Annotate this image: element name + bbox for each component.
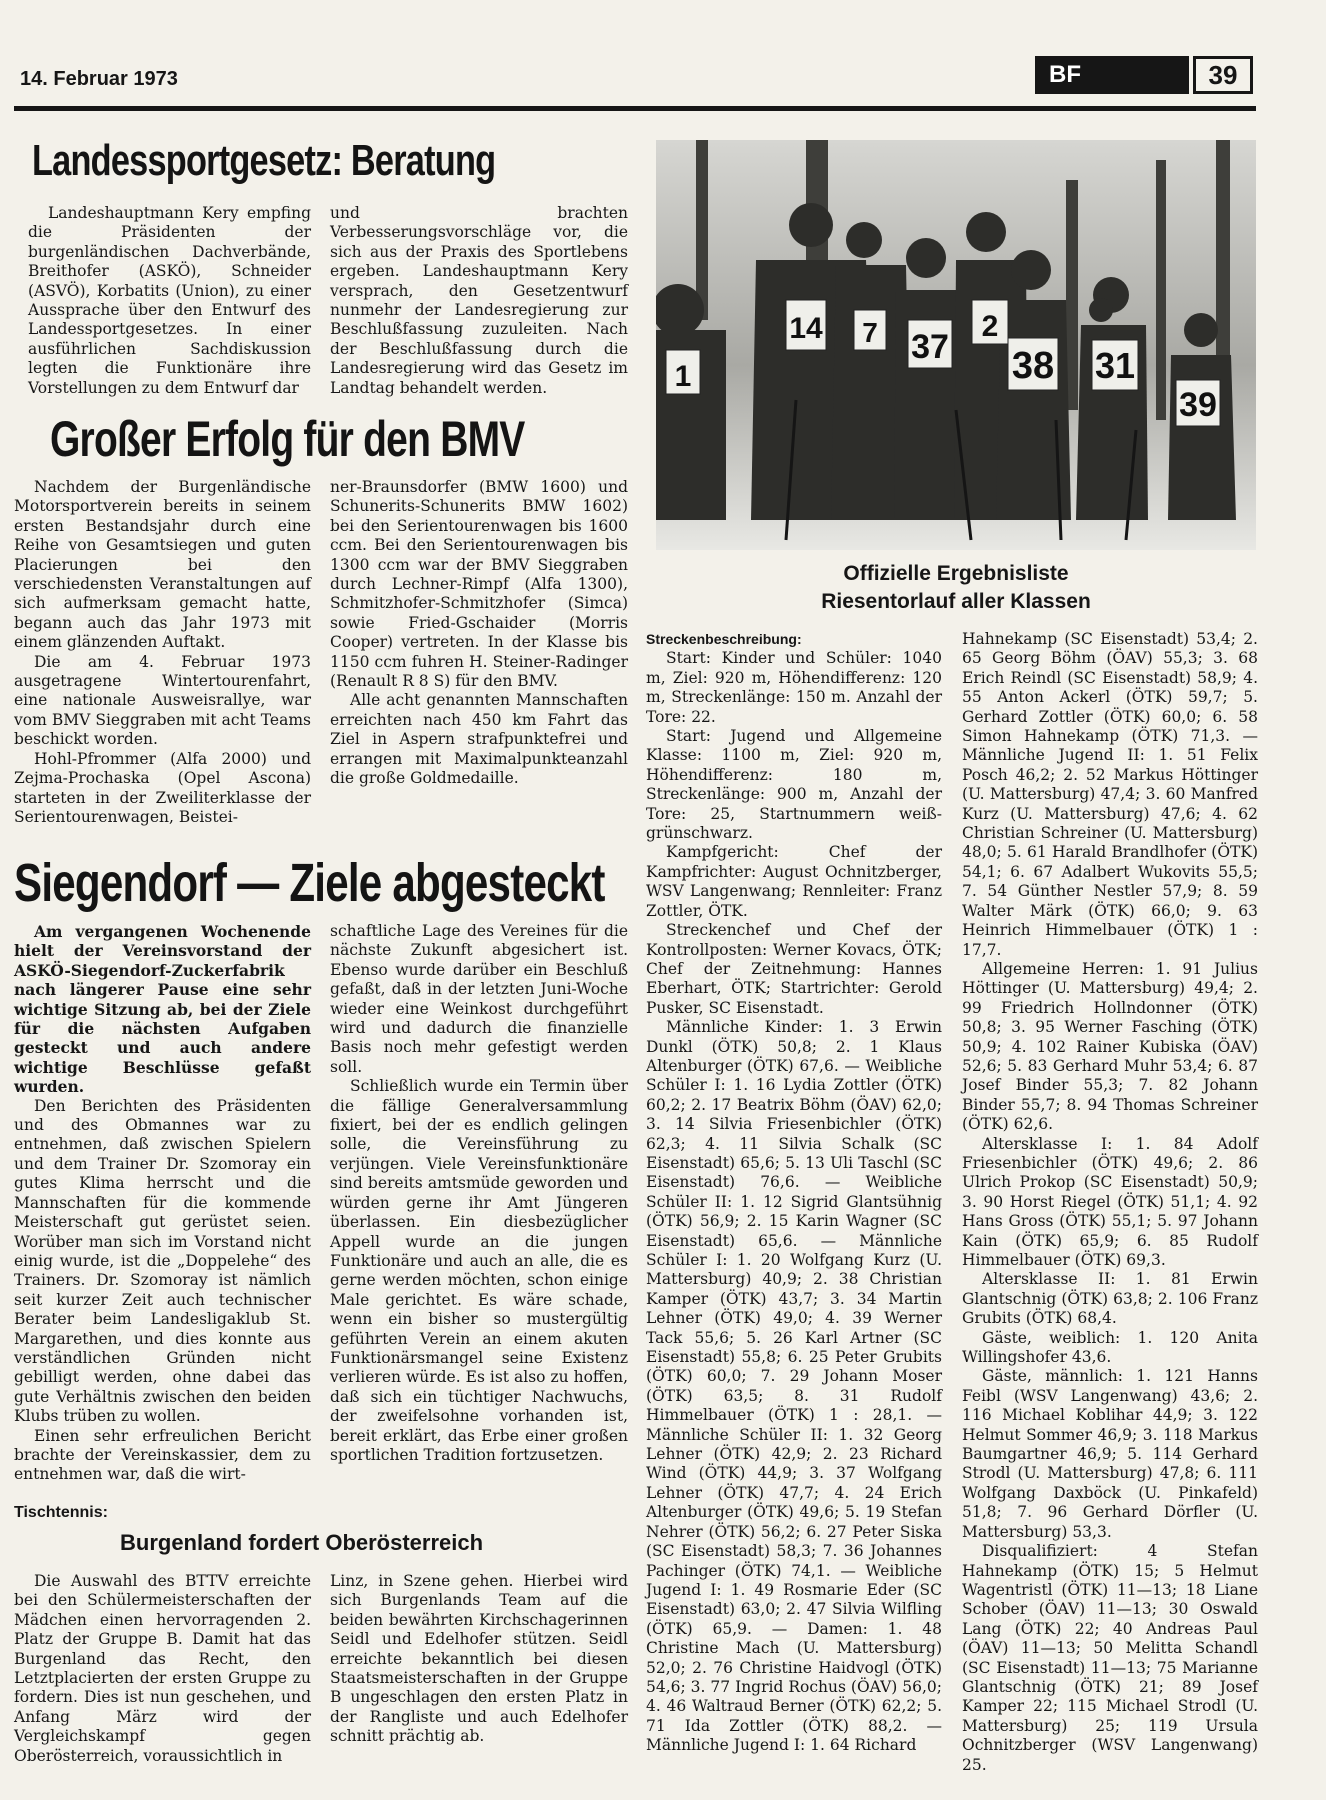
- article3-col2-p2: Schließlich wurde ein Termin über die fällige Generalversammlung fixiert, bei der es endlich gelingen solle, die Vereinsführung zu verjüngen. Viele Vereinsfunktionäre sind bereits amtsmüde geworden und würden gerne ihr Amt Jüngeren überlassen. Ein diesbezüglicher Appell wurde an die jungen Funktionäre und auch an alle, die es gerne werden möchten, schon einige Male gerichtet. Es wäre schade, wenn ein bisher so mustergültig geführten Verein an einem akuten Funktionärsmangel seine Existenz verlieren würde. Es ist also zu hoffen, daß sich ein tüchtiger Nachwuchs, der zweifelsohne vorhanden ist, bereit erklärt, das Erbe einer großen sportlichen Tradition fortzusetzen.: [330, 1077, 628, 1464]
- article2-col1-p3: Hohl-Pfrommer (Alfa 2000) und Zejma-Prochaska (Opel Ascona) starteten in der Zweiliterklasse der Serientourenwagen, Beistei-: [14, 749, 311, 826]
- article3-col1: [14, 922, 311, 1485]
- results-col2-p: Altersklasse I: 1. 84 Adolf Friesenbichler (ÖTK) 49,6; 2. 86 Ulrich Prokop (SC Eisenstadt) 50,9; 3. 90 Horst Riegel (ÖTK) 51,1; 4. 92 Hans Gross (ÖTK) 55,1; 5. 97 Johann Kain (ÖTK) 65,9; 6. 85 Rudolf Himmelbauer (ÖTK) 69,3.: [962, 1134, 1258, 1269]
- article2-col2: [330, 478, 628, 789]
- issue-date: 14. Februar 1973: [20, 68, 178, 90]
- article4-col1-text: Die Auswahl des BTTV erreichte bei den Schülermeisterschaften der Mädchen einen hervorragenden 2. Platz der Gruppe B. Damit hat das Burgenland das Recht, den Letztplacierten der ersten Gruppe zu fordern. Dies ist nun geschehen, und Anfang März wird der Vergleichskampf gegen Oberösterreich, voraussichtlich in: [14, 1572, 311, 1765]
- kicker-tischtennis: Tischtennis:: [14, 1504, 108, 1521]
- bib-number: 7: [862, 317, 878, 348]
- article1-col1-text: Landeshauptmann Kery empfing die Präsidenten der burgenländischen Dachverbände, Breithofer (ASKÖ), Schneider (ASVÖ), Korbatits (Union), zu einer Aussprache über den Entwurf des Landessportgesetzes. In einer ausführlichen Sachdiskussion legten die Funktionäre ihre Vorstellungen zu dem Entwurf dar: [28, 204, 311, 397]
- article4-col1: [14, 1572, 311, 1766]
- article1-col1: [28, 204, 311, 398]
- results-col1-p: Kampfgericht: Chef der Kampfrichter: August Ochnitzberger, WSV Langenwang; Rennleiter: Franz Zottler, ÖTK.: [646, 843, 942, 920]
- section-label: BF: [1035, 56, 1189, 94]
- results-col2-p: Gäste, weiblich: 1. 120 Anita Willingshofer 43,6.: [962, 1328, 1258, 1367]
- bib-number: 39: [1179, 386, 1217, 424]
- article3-col2: [330, 922, 628, 1465]
- article4-col2: [330, 1572, 628, 1747]
- results-col2-p: Hahnekamp (SC Eisenstadt) 53,4; 2. 65 Georg Böhm (ÖAV) 55,3; 3. 68 Erich Reindl (SC Eisenstadt) 58,9; 4. 55 Anton Ackerl (ÖTK) 59,7; 5. Gerhard Zottler (ÖTK) 60,0; 6. 58 Simon Hahnekamp (ÖTK) 71,3. — Männliche Jugend II: 1. 51 Felix Posch 46,2; 2. 52 Markus Höttinger (U. Mattersburg) 47,4; 3. 60 Manfred Kurz (U. Mattersburg) 47,6; 4. 62 Christian Schreiner (U. Mattersburg) 48,0; 5. 61 Harald Brandlhofer (ÖTK) 54,1; 6. 67 Adalbert Wukovits 55,5; 7. 54 Günther Nestler 57,9; 8. 59 Walter Märk (ÖTK) 66,0; 9. 63 Heinrich Himmelbauer (ÖTK) 1 : 17,7.: [962, 630, 1258, 959]
- bib-number: 2: [981, 310, 999, 343]
- skier-photo: [656, 140, 1256, 550]
- bib-number: 38: [1011, 345, 1055, 387]
- article3-col1-p1: Den Berichten des Präsidenten und des Obmannes war zu entnehmen, daß zwischen Spielern und dem Trainer Dr. Szomoray ein gutes Klima herrscht und die Mannschaften für die kommende Meisterschaft gut gerüstet seien. Worüber man sich im Vorstand nicht einig wurde, ist die „Doppelehe“ des Trainers. Dr. Szomoray ist nämlich seit kurzer Zeit auch technischer Berater beim Landesligaklub St. Margarethen, und dies konnte aus verständlichen Gründen nicht gebilligt werden, ohne dabei das gute Verhältnis zwischen den beiden Klubs trüben zu wollen.: [14, 1096, 311, 1426]
- headline-tischtennis: Burgenland fordert Oberösterreich: [120, 1530, 484, 1555]
- results-col1-p: Start: Jugend und Allgemeine Klasse: 1100 m, Ziel: 920 m, Höhendifferenz: 180 m, Streckenlänge: 900 m, Anzahl der Tore: 25, Startnummern weiß-grünschwarz.: [646, 727, 942, 843]
- article3-col1-p2: Einen sehr erfreulichen Bericht brachte der Vereinskassier, dem zu entnehmen war, daß die wirt-: [14, 1426, 311, 1484]
- bib-number: 1: [674, 360, 692, 393]
- headline-bmv: Großer Erfolg für den BMV: [50, 411, 525, 467]
- header-rule: [14, 106, 1256, 111]
- article3-col2-p1: schaftliche Lage des Vereines für die nächste Zukunft abgesichert ist. Ebenso wurde darüber ein Beschluß gefaßt, daß in der letzten Juni-Woche wieder eine Weinkost durchgeführt wird und dadurch die finanzielle Basis noch mehr gefestigt werden soll.: [330, 922, 628, 1076]
- bib-number: 14: [789, 312, 823, 345]
- results-col1-p: Streckenchef und Chef der Kontrollposten: Werner Kovacs, ÖTK; Chef der Zeitnehmung: Hannes Eberhart, ÖTK; Startrichter: Gerold Pusker, SC Eisenstadt.: [646, 921, 942, 1017]
- article2-col1-p2: Die am 4. Februar 1973 ausgetragene Wintertourenfahrt, eine nationale Ausweisrallye, war vom BMV Sieggraben mit acht Teams beschickt worden.: [14, 652, 311, 749]
- results-col1: [646, 630, 942, 1756]
- results-col2-p: Allgemeine Herren: 1. 91 Julius Höttinger (U. Mattersburg) 49,4; 2. 99 Friedrich Hollndonner (ÖTK) 50,8; 3. 95 Werner Fasching (ÖTK) 50,9; 4. 102 Rainer Kubiska (ÖAV) 52,6; 5. 83 Gerhard Muhr 53,4; 6. 87 Josef Binder 55,3; 7. 82 Johann Binder 55,7; 8. 94 Thomas Schreiner (ÖTK) 62,6.: [962, 959, 1258, 1134]
- results-subhead: Streckenbeschreibung:: [646, 631, 802, 647]
- results-caption-line2: Riesentorlauf aller Klassen: [821, 590, 1091, 613]
- results-col2-p: Altersklasse II: 1. 81 Erwin Glantschnig (ÖTK) 63,8; 2. 106 Franz Grubits (ÖTK) 68,4.: [962, 1270, 1258, 1328]
- results-caption-line1: Offizielle Ergebnisliste: [843, 562, 1069, 585]
- results-col1-p: Männliche Kinder: 1. 3 Erwin Dunkl (ÖTK) 50,8; 2. 1 Klaus Altenburger (ÖTK) 67,6. — Weibliche Schüler I: 1. 16 Lydia Zottler (ÖTK) 60,2; 2. 17 Beatrix Böhm (ÖAV) 62,0; 3. 14 Silvia Friesenbichler (ÖTK) 62,3; 4. 11 Silvia Schalk (SC Eisenstadt) 65,6; 5. 13 Uli Taschl (SC Eisenstadt) 76,6. — Weibliche Schüler II: 1. 12 Sigrid Glantsühnig (ÖTK) 56,9; 2. 15 Karin Wagner (SC Eisenstadt) 65,6. — Männliche Schüler I: 1. 20 Wolfgang Kurz (U. Mattersburg) 40,9; 2. 38 Christian Kamper (ÖTK) 43,7; 3. 34 Martin Lehner (ÖTK) 49,0; 4. 39 Werner Tack 55,6; 5. 26 Karl Artner (SC Eisenstadt) 55,8; 6. 25 Peter Grubits (ÖTK) 60,0; 7. 29 Johann Moser (ÖTK) 63,5; 8. 31 Rudolf Himmelbauer (ÖTK) 1 : 28,1. — Männliche Schüler II: 1. 32 Georg Lehner (ÖTK) 42,9; 2. 23 Richard Wind (ÖTK) 44,9; 3. 37 Wolfgang Lehner (ÖTK) 47,7; 4. 24 Erich Altenburger (ÖTK) 49,6; 5. 19 Stefan Nehrer (ÖTK) 56,2; 6. 27 Peter Siska (SC Eisenstadt) 58,3; 7. 36 Johannes Pachinger (ÖTK) 74,1. — Weibliche Jugend I: 1. 49 Rosmarie Eder (SC Eisenstadt) 63,0; 2. 47 Silvia Wilfling (ÖTK) 65,9. — Damen: 1. 48 Christine Mach (U. Mattersburg) 52,0; 2. 76 Christine Haidvogl (ÖTK) 54,6; 3. 77 Ingrid Rochus (ÖAV) 56,0; 4. 46 Waltraud Berner (ÖTK) 62,2; 5. 71 Ida Zottler (ÖTK) 88,2. — Männliche Jugend I: 1. 64 Richard: [646, 1018, 942, 1755]
- results-col1-p: Start: Kinder und Schüler: 1040 m, Ziel: 920 m, Höhendifferenz: 120 m, Streckenlänge: 150 m. Anzahl der Tore: 22.: [646, 649, 942, 726]
- article2-col1: [14, 478, 311, 827]
- article1-col2: [330, 204, 628, 398]
- skier-photo-graphic: [656, 140, 1256, 550]
- results-col2-p: Disqualifiziert: 4 Stefan Hahnekamp (ÖTK) 15; 5 Helmut Wagentristl (ÖTK) 11—13; 18 Liane Schober (ÖAV) 11—13; 30 Oswald Lang (ÖTK) 22; 40 Andreas Paul (ÖAV) 11—13; 50 Melitta Schandl (SC Eisenstadt) 11—13; 75 Marianne Glantschnig (ÖTK) 21; 89 Josef Kamper 22; 115 Michael Strodl (U. Mattersburg) 25; 119 Ursula Ochnitzberger (WSV Langenwang) 25.: [962, 1542, 1258, 1774]
- bib-number: 31: [1094, 345, 1136, 386]
- results-col2-p: Gäste, männlich: 1. 121 Hanns Feibl (WSV Langenwang) 43,6; 2. 116 Michael Koblihar 44,9; 3. 122 Helmut Sommer 46,9; 3. 118 Markus Baumgartner 46,9; 5. 114 Gerhard Strodl (U. Mattersburg) 47,8; 6. 111 Wolfgang Daxböck (U. Pinkafeld) 51,8; 7. 96 Gerhard Dörfler (U. Mattersburg) 53,3.: [962, 1367, 1258, 1541]
- page-number: 39: [1193, 56, 1253, 94]
- bib-number: 37: [911, 328, 949, 366]
- headline-siegendorf: Siegendorf — Ziele abgesteckt: [14, 853, 605, 913]
- article2-col2-p1: ner-Braunsdorfer (BMW 1600) und Schunerits-Schunerits BMW 1602) bei den Serientourenwagen bis 1600 ccm. Bei den Serientourenwagen bis 1300 ccm war der BMV Sieggraben durch Lechner-Rimpf (Alfa 1300), Schmitzhofer-Schmitzhofer (Simca) sowie Fried-Gschaider (Morris Cooper) vertreten. In der Klasse bis 1150 ccm fuhren H. Steiner-Radinger (Renault R 8 S) für den BMV.: [330, 478, 628, 691]
- article2-col1-p1: Nachdem der Burgenländische Motorsportverein bereits in seinem ersten Bestandsjahr durch eine Reihe von Gesamtsiegen und guten Placierungen bei den verschiedensten Veranstaltungen auf sich aufmerksam gemacht hatte, begann auch das Jahr 1973 mit einem glänzenden Auftakt.: [14, 478, 311, 652]
- article3-lead: Am vergangenen Wochenende hielt der Vereinsvorstand der ASKÖ-Siegendorf-Zuckerfabrik nach längerer Pause eine sehr wichtige Sitzung ab, bei der Ziele für die nächsten Aufgaben gesteckt und auch andere wichtige Beschlüsse gefaßt wurden.: [14, 922, 311, 1097]
- results-col2: [962, 630, 1258, 1775]
- article1-col2-text: und brachten Verbesserungsvorschläge vor, die sich aus der Praxis des Sportlebens ergeben. Landeshauptmann Kery versprach, den Gesetzentwurf nunmehr der Landesregierung zur Beschlußfassung zuzuleiten. Nach der Beschlußfassung durch die Landesregierung wird das Gesetz im Landtag behandelt werden.: [330, 204, 628, 397]
- article4-col2-text: Linz, in Szene gehen. Hierbei wird sich Burgenlands Team auf die beiden bewährten Kirchschagerinnen Seidl und Edelhofer stützen. Seidl erreichte bekanntlich bei diesen Staatsmeisterschaften in der Gruppe B ungeschlagen den ersten Platz in der Rangliste und auch Edelhofer schnitt prächtig ab.: [330, 1572, 628, 1746]
- article2-col2-p2: Alle acht genannten Mannschaften erreichten nach 450 km Fahrt das Ziel in Aspern strafpunktefrei und errangen mit Maximalpunkteanzahl die große Goldmedaille.: [330, 691, 628, 788]
- headline-landessportgesetz: Landessportgesetz: Beratung: [32, 136, 496, 185]
